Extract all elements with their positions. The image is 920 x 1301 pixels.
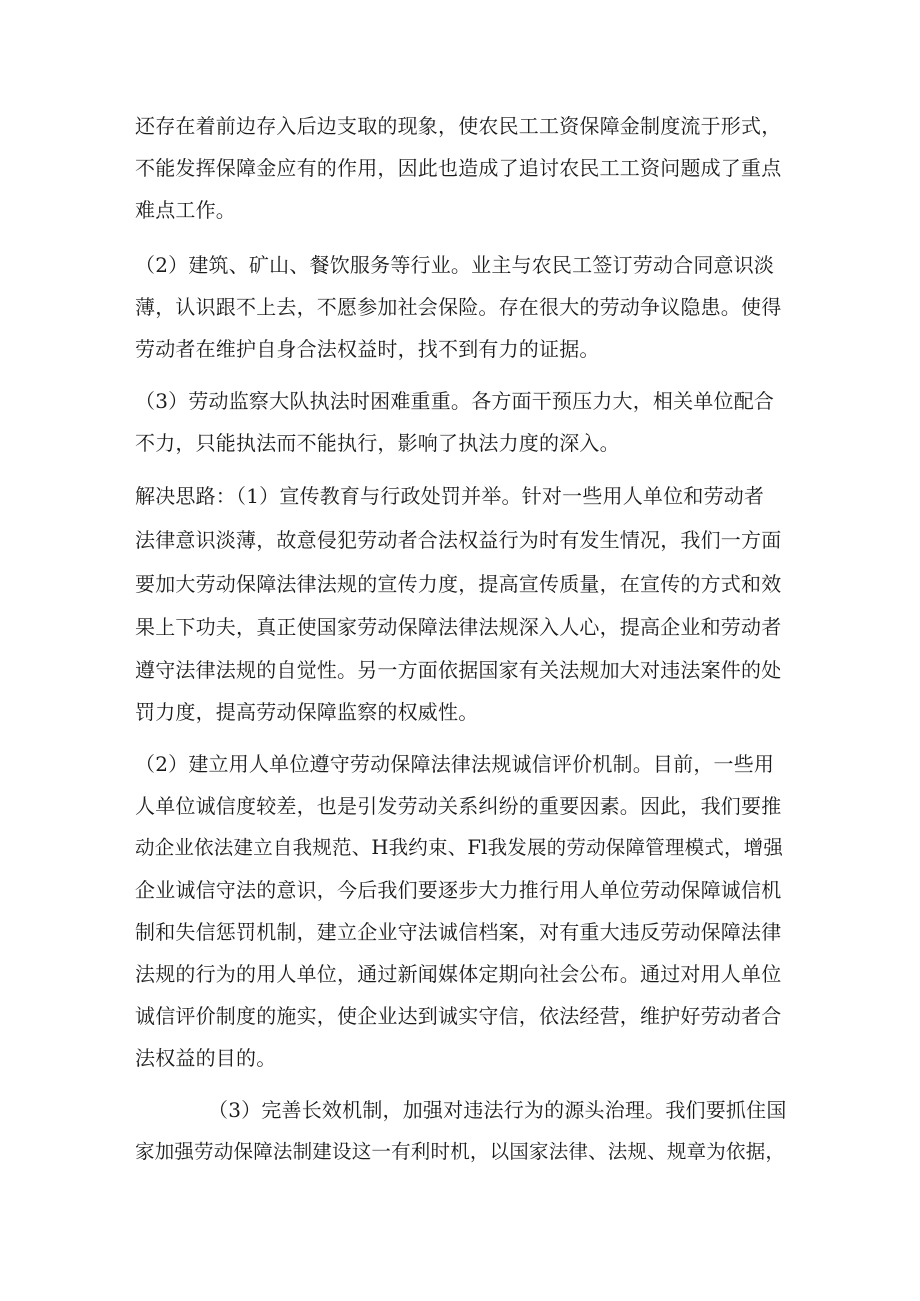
text-line: （2）建筑、矿山、餐饮服务等行业。业主与农民工签订劳动合同意识淡 — [135, 253, 775, 277]
text-line: 法律意识淡薄，故意侵犯劳动者合法权益行为时有发生情况，我们一方面 — [135, 528, 782, 552]
text-line: 家加强劳动保障法制建设这一有利时机，以国家法律、法规、规章为依据， — [135, 1140, 786, 1163]
text-line: 解决思路：（1）宣传教育与行政处罚并举。针对一些用人单位和劳动者 — [135, 484, 765, 508]
text-line: 动企业依法建立自我规范、H我约束、Fl我发展的劳动保障管理模式，增强 — [135, 836, 784, 859]
text-line: （2）建立用人单位遵守劳动保障法律法规诚信评价机制。目前，一些用 — [135, 752, 775, 776]
text-line: 难点工作。 — [135, 198, 236, 222]
text-line: 罚力度，提高劳动保障监察的权威性。 — [135, 700, 479, 724]
text-line: 人单位诚信度较差，也是引发劳动关系纠纷的重要因素。因此，我们要推 — [135, 794, 782, 818]
text-line: 不力，只能执法而不能执行，影响了执法力度的深入。 — [135, 431, 620, 455]
text-line: 劳动者在维护自身合法权益时，找不到有力的证据。 — [135, 337, 600, 361]
text-line: 法规的行为的用人单位，通过新闻媒体定期向社会公布。通过对用人单位 — [135, 962, 782, 986]
text-line: 薄，认识跟不上去，不愿参加社会保险。存在很大的劳动争议隐患。使得 — [135, 295, 782, 319]
text-line: 不能发挥保障金应有的作用，因此也造成了追讨农民工工资问题成了重点 — [135, 156, 782, 180]
text-line: （3）完善长效机制，加强对违法行为的源头治理。我们要抓住国 — [208, 1098, 787, 1122]
text-line: 遵守法律法规的自觉性。另一方面依据国家有关法规加大对违法案件的处 — [135, 658, 782, 682]
text-line: 诚信评价制度的施实，使企业达到诚实守信，依法经营，维护好劳动者合 — [135, 1004, 782, 1028]
text-line: 果上下功夫，真正使国家劳动保障法律法规深入人心，提高企业和劳动者 — [135, 615, 782, 639]
text-line: 企业诚信守法的意识，今后我们要逐步大力推行用人单位劳动保障诚信机 — [135, 878, 782, 902]
text-line: 还存在着前边存入后边支取的现象，使农民工工资保障金制度流于形式， — [135, 114, 782, 138]
text-line: 制和失信惩罚机制，建立企业守法诚信档案，对有重大违反劳动保障法律 — [135, 920, 782, 944]
text-line: 要加大劳动保障法律法规的宣传力度，提高宣传质量，在宣传的方式和效 — [135, 572, 782, 596]
text-line: （3）劳动监察大队执法时困难重重。各方面干预压力大，相关单位配合 — [135, 389, 775, 413]
text-line: 法权益的目的。 — [135, 1046, 277, 1070]
